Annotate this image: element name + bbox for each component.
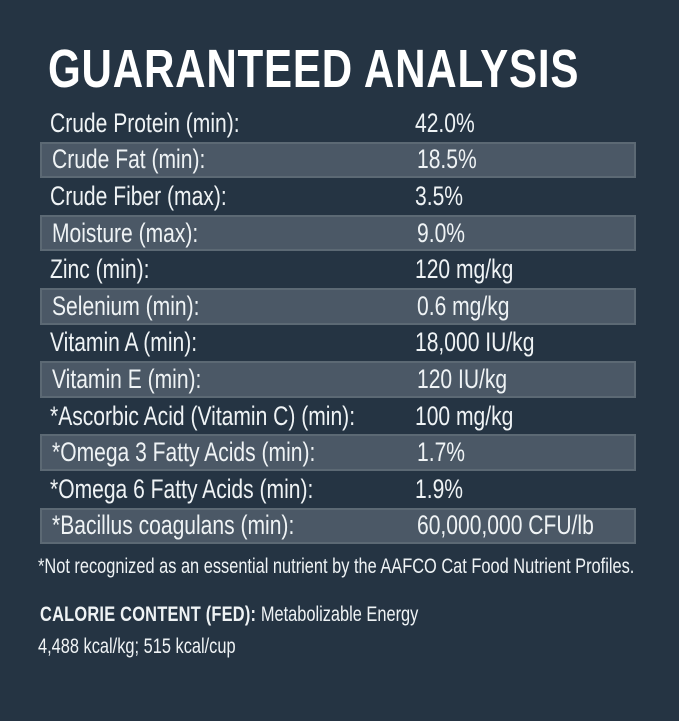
- table-row: [40, 325, 636, 362]
- table-row: [40, 508, 636, 545]
- row-label: *Bacillus coagulans (min):: [52, 510, 295, 541]
- row-label: *Omega 3 Fatty Acids (min):: [52, 437, 316, 468]
- table-row: [40, 215, 636, 252]
- calorie-values-text: 4,488 kcal/kg; 515 kcal/cup: [38, 634, 236, 658]
- row-value: 120 IU/kg: [417, 363, 508, 394]
- calorie-values-line: [38, 634, 679, 660]
- footnote: [38, 554, 679, 580]
- row-label: Crude Fat (min):: [52, 144, 206, 175]
- table-row: [40, 471, 636, 508]
- row-value: 1.9%: [415, 473, 464, 504]
- table-row: [40, 178, 636, 215]
- row-label: Vitamin A (min):: [50, 327, 198, 358]
- row-value: 120 mg/kg: [415, 254, 514, 285]
- table-row: [40, 288, 636, 325]
- row-label: Selenium (min):: [52, 290, 200, 321]
- row-label: *Ascorbic Acid (Vitamin C) (min):: [50, 400, 356, 431]
- footnote-text: *Not recognized as an essential nutrient by the AAFCO Cat Food Nutrient Profiles.: [38, 555, 635, 579]
- table-row: [40, 142, 636, 179]
- calorie-content-line: [40, 602, 679, 628]
- analysis-table: [40, 105, 636, 544]
- row-label: Vitamin E (min):: [52, 363, 202, 394]
- row-label: Crude Fiber (max):: [50, 180, 227, 211]
- table-row: [40, 105, 636, 142]
- row-value: 1.7%: [417, 437, 466, 468]
- guaranteed-analysis-label: [0, 39, 679, 721]
- row-label: Zinc (min):: [50, 254, 150, 285]
- calorie-content-text: [40, 602, 418, 628]
- row-value: 3.5%: [415, 180, 464, 211]
- row-value: 0.6 mg/kg: [417, 290, 510, 321]
- table-row: [40, 361, 636, 398]
- table-row: [40, 251, 636, 288]
- row-value: 42.0%: [415, 107, 475, 138]
- calorie-content-heading: CALORIE CONTENT (FED):: [40, 603, 257, 627]
- row-value: 18,000 IU/kg: [415, 327, 535, 358]
- row-value: 18.5%: [417, 144, 477, 175]
- row-value: 9.0%: [417, 217, 466, 248]
- row-value: 100 mg/kg: [415, 400, 514, 431]
- calorie-energy-text: Metabolizable Energy: [260, 603, 419, 627]
- table-row: [40, 434, 636, 471]
- row-label: Crude Protein (min):: [50, 107, 240, 138]
- table-row: [40, 398, 636, 435]
- row-label: Moisture (max):: [52, 217, 199, 248]
- page-title-text: GUARANTEED ANALYSIS: [48, 39, 580, 99]
- row-value: 60,000,000 CFU/lb: [417, 510, 594, 541]
- row-label: *Omega 6 Fatty Acids (min):: [50, 473, 314, 504]
- page-title: [48, 39, 679, 99]
